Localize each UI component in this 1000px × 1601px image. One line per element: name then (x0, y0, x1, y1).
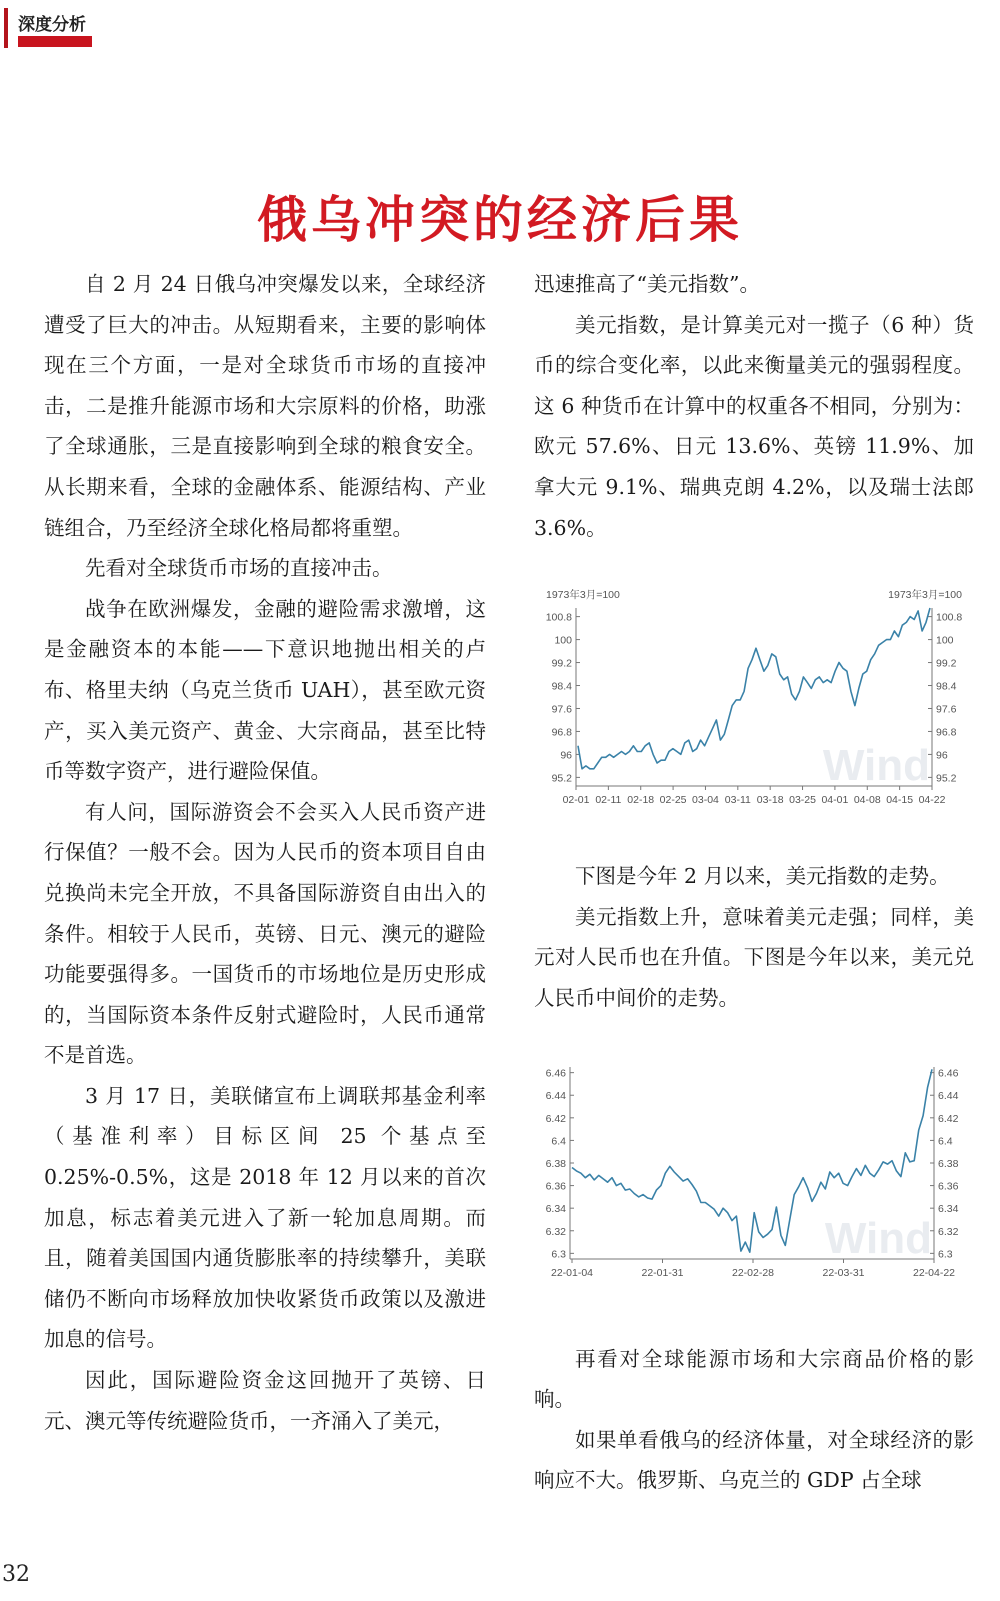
paragraph: 3 月 17 日，美联储宣布上调联邦基金利率（基准利率）目标区间 25 个基点至 0.25%-0.5%，这是 2018 年 12 月以来的首次加息，标志着美元进入了新一轮加息周期。而且，随着美国国内通货膨胀率的持续攀升，美联储仍不断向市场释放加快收紧货币政策以及激进加息的信号。 (44, 1083, 486, 1352)
x-tick-label: 22-01-31 (641, 1266, 684, 1279)
section-tag (0, 8, 100, 48)
y-tick-label-left: 6.3 (551, 1247, 566, 1260)
usd-cny-chart (534, 1059, 974, 1299)
y-tick-label-right: 100.8 (936, 611, 963, 624)
y-tick-label-left: 6.32 (545, 1225, 566, 1238)
paragraph: 战争在欧洲爆发，金融的避险需求激增，这是金融资本的本能——下意识地抛出相关的卢布、格里夫纳（乌克兰货币 UAH），甚至欧元资产，买入美元资产、黄金、大宗商品，甚至比特币等数字资产，进行避险保值。 (44, 596, 486, 784)
y-tick-label-left: 6.4 (551, 1134, 566, 1147)
x-tick-label: 04-01 (821, 794, 849, 807)
y-tick-label-left: 96 (560, 749, 572, 762)
spacer (534, 1019, 974, 1059)
y-tick-label-right: 6.34 (938, 1202, 959, 1215)
paragraph-continuation: 迅速推高了“美元指数”。 (534, 272, 760, 296)
y-tick-label-right: 6.44 (938, 1089, 959, 1102)
right-column (534, 264, 974, 1501)
x-tick-label: 22-03-31 (822, 1266, 865, 1279)
base-label-left: 1973年3月=100 (546, 589, 620, 602)
x-tick-label: 02-01 (562, 794, 590, 807)
y-tick-label-right: 6.38 (938, 1157, 959, 1170)
left-column (44, 264, 486, 1441)
y-tick-label-right: 6.4 (938, 1134, 953, 1147)
x-tick-label: 02-18 (627, 794, 655, 807)
y-tick-label-left: 96.8 (551, 726, 572, 739)
y-tick-label-right: 6.3 (938, 1247, 953, 1260)
paragraph: 有人问，国际游资会不会买入人民币资产进行保值？一般不会。因为人民币的资本项目自由兑换尚未完全开放，不具备国际游资自由出入的条件。相较于人民币，英镑、日元、澳元的避险功能要强得多。一国货币的市场地位是历史形成的，当国际资本条件反射式避险时，人民币通常不是首选。 (44, 799, 486, 1068)
y-tick-label-right: 96 (936, 749, 948, 762)
section-tag-underline (18, 36, 92, 47)
y-tick-label-left: 6.44 (545, 1089, 566, 1102)
x-tick-label: 22-04-22 (912, 1266, 956, 1279)
x-tick-label: 04-22 (918, 794, 946, 807)
y-tick-label-right: 98.4 (936, 680, 957, 693)
y-tick-label-left: 6.34 (545, 1202, 566, 1215)
paragraph: 美元指数上升，意味着美元走强；同样，美元对人民币也在升值。下图是今年以来，美元兑人民币中间价的走势。 (534, 904, 974, 1010)
x-tick-label: 04-15 (886, 794, 914, 807)
paragraph: 下图是今年 2 月以来，美元指数的走势。 (575, 864, 950, 889)
paragraph: 美元指数，是计算美元对一揽子（6 种）货币的综合变化率，以此来衡量美元的强弱程度。这 6 种货币在计算中的权重各不相同，分别为：欧元 57.6%、日元 13.6%、英镑 11.9%、加拿大元 9.1%、瑞典克朗 4.2%，以及瑞士法郎 3.6%。 (534, 312, 974, 540)
base-label-right: 1973年3月=100 (888, 589, 962, 602)
y-tick-label-left: 98.4 (551, 680, 572, 693)
y-tick-label-right: 100 (936, 634, 954, 647)
y-tick-label-left: 99.2 (551, 657, 572, 670)
section-tag-bar (4, 8, 8, 48)
y-tick-label-right: 95.2 (936, 772, 957, 785)
x-tick-label: 03-04 (692, 794, 719, 807)
x-tick-label: 03-18 (756, 794, 784, 807)
y-tick-label-left: 95.2 (551, 772, 572, 785)
x-tick-label: 02-25 (659, 794, 687, 807)
paragraph: 如果单看俄乌的经济体量，对全球经济的影响应不大。俄罗斯、乌克兰的 GDP 占全球 (534, 1427, 974, 1493)
section-label: 深度分析 (18, 15, 86, 35)
x-tick-label: 22-01-04 (550, 1266, 594, 1279)
y-tick-label-right: 96.8 (936, 726, 957, 739)
paragraph: 先看对全球货币市场的直接冲击。 (85, 556, 393, 581)
y-tick-label-left: 100 (554, 634, 572, 647)
y-tick-label-right: 99.2 (936, 657, 957, 670)
x-tick-label: 02-11 (595, 794, 622, 807)
paragraph: 因此，国际避险资金这回抛开了英镑、日元、澳元等传统避险货币，一齐涌入了美元， (44, 1368, 486, 1433)
y-tick-label-left: 100.8 (545, 611, 572, 624)
paragraph: 再看对全球能源市场和大宗商品价格的影响。 (534, 1346, 974, 1412)
paragraph: 自 2 月 24 日俄乌冲突爆发以来，全球经济遭受了巨大的冲击。从短期看来，主要的影响体现在三个方面，一是对全球货币市场的直接冲击，二是推升能源市场和大宗原料的价格，助涨了全球通胀，三是直接影响到全球的粮食安全。从长期来看，全球的金融体系、能源结构、产业链组合，乃至经济全球化格局都将重塑。 (44, 272, 486, 540)
y-tick-label-right: 97.6 (936, 703, 957, 716)
y-tick-label-left: 6.38 (545, 1157, 566, 1170)
watermark: Wind (822, 741, 930, 791)
y-tick-label-left: 6.36 (545, 1180, 566, 1193)
page-number: 32 (2, 1562, 30, 1587)
dollar-index-chart (534, 586, 974, 818)
y-tick-label-left: 6.42 (545, 1112, 566, 1125)
y-tick-label-left: 97.6 (551, 703, 572, 716)
x-tick-label: 03-11 (724, 794, 751, 807)
spacer (534, 548, 974, 586)
y-tick-label-right: 6.42 (938, 1112, 959, 1125)
spacer (534, 818, 974, 856)
x-tick-label: 04-08 (853, 794, 881, 807)
y-tick-label-right: 6.32 (938, 1225, 959, 1238)
y-tick-label-right: 6.36 (938, 1180, 959, 1193)
y-tick-label-left: 6.46 (545, 1067, 566, 1080)
watermark: Wind (824, 1213, 932, 1263)
article-title: 俄乌冲突的经济后果 (257, 191, 743, 249)
x-tick-label: 03-25 (789, 794, 816, 807)
y-tick-label-right: 6.46 (938, 1067, 959, 1080)
spacer (534, 1299, 974, 1339)
x-tick-label: 22-02-28 (731, 1266, 775, 1279)
